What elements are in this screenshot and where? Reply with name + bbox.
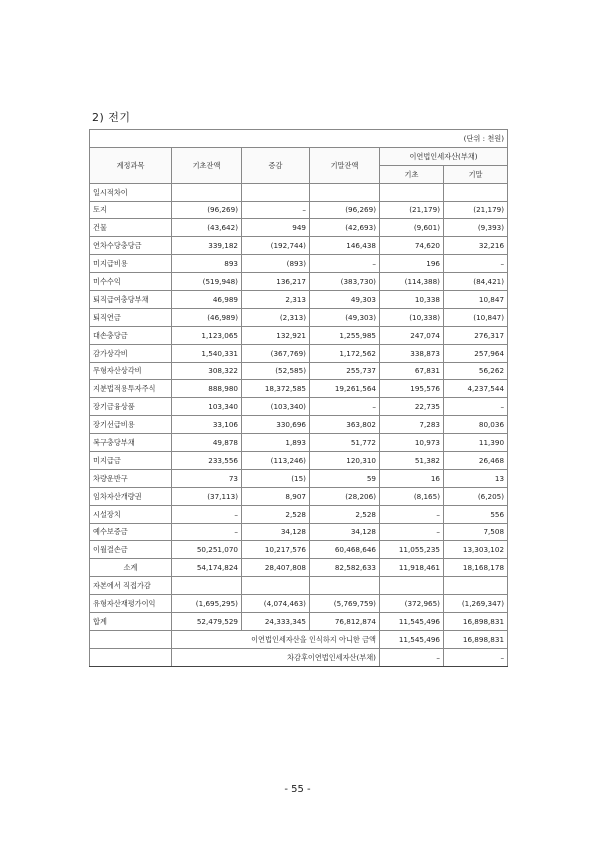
row-value: 195,576 (380, 380, 444, 398)
row-value: 10,973 (380, 434, 444, 452)
footer-value: – (380, 648, 444, 666)
section-title: 2) 전기 (92, 111, 131, 124)
row-value: 330,696 (242, 416, 310, 434)
row-value: 18,168,178 (444, 559, 508, 577)
row-value: 1,255,985 (310, 326, 380, 344)
row-value: 7,283 (380, 416, 444, 434)
row-value: 363,802 (310, 416, 380, 434)
row-value: 257,964 (444, 344, 508, 362)
table-row (90, 613, 508, 631)
row-label: 장기금융상품 (90, 398, 172, 416)
row-label: 일시적차이 (90, 183, 172, 201)
row-value: (383,730) (310, 273, 380, 291)
table-row (90, 469, 508, 487)
row-label: 퇴직급여충당부채 (90, 291, 172, 309)
row-value: 196 (380, 255, 444, 273)
row-value: 233,556 (172, 452, 242, 470)
unit-label: (단위 : 천원) (90, 130, 508, 148)
row-label: 감가상각비 (90, 344, 172, 362)
row-value: 28,407,808 (242, 559, 310, 577)
row-value: (21,179) (444, 201, 508, 219)
row-value: (1,269,347) (444, 595, 508, 613)
page-number: - 55 - (284, 784, 311, 795)
row-value: – (310, 255, 380, 273)
row-value (444, 183, 508, 201)
row-value: – (242, 201, 310, 219)
row-value: 339,182 (172, 237, 242, 255)
row-value: (367,769) (242, 344, 310, 362)
row-value: – (380, 505, 444, 523)
row-value: (37,113) (172, 487, 242, 505)
row-value: 10,338 (380, 291, 444, 309)
row-value: 24,333,345 (242, 613, 310, 631)
footer-value: 16,898,831 (444, 630, 508, 648)
table-row (90, 523, 508, 541)
row-value: 13 (444, 469, 508, 487)
row-label: 토지 (90, 201, 172, 219)
row-value (310, 577, 380, 595)
row-value: 67,831 (380, 362, 444, 380)
row-value: (46,989) (172, 308, 242, 326)
header-dta-opening: 기초 (380, 165, 444, 183)
row-label: 임차자산개량권 (90, 487, 172, 505)
row-value: 56,262 (444, 362, 508, 380)
table-row (90, 326, 508, 344)
row-value (380, 183, 444, 201)
row-value: (372,965) (380, 595, 444, 613)
row-label: 미수수익 (90, 273, 172, 291)
row-value: 26,468 (444, 452, 508, 470)
row-value: 8,907 (242, 487, 310, 505)
row-value: 556 (444, 505, 508, 523)
row-value: 18,372,585 (242, 380, 310, 398)
table-row (90, 380, 508, 398)
table-row (90, 577, 508, 595)
row-value: 82,582,633 (310, 559, 380, 577)
row-label: 합계 (90, 613, 172, 631)
footer-label: 차감후이연법인세자산(부채) (172, 648, 380, 666)
row-value: (893) (242, 255, 310, 273)
footer-row (90, 648, 508, 666)
header-dta-group: 이연법인세자산(부채) (380, 147, 508, 165)
row-value: 11,545,496 (380, 613, 444, 631)
table-row (90, 487, 508, 505)
row-value: 255,737 (310, 362, 380, 380)
row-label: 지분법적용투자주식 (90, 380, 172, 398)
row-value: (113,246) (242, 452, 310, 470)
row-label: 시설장치 (90, 505, 172, 523)
row-value: (15) (242, 469, 310, 487)
row-value: (10,338) (380, 308, 444, 326)
row-value: 74,620 (380, 237, 444, 255)
row-value: 132,921 (242, 326, 310, 344)
row-value: (8,165) (380, 487, 444, 505)
row-value: (1,695,295) (172, 595, 242, 613)
row-label: 장기선급비용 (90, 416, 172, 434)
row-label: 무형자산상각비 (90, 362, 172, 380)
row-value: 1,540,331 (172, 344, 242, 362)
row-value: 51,772 (310, 434, 380, 452)
row-label: 복구충당부채 (90, 434, 172, 452)
row-value: 34,128 (310, 523, 380, 541)
row-value: 80,036 (444, 416, 508, 434)
row-value: (52,585) (242, 362, 310, 380)
row-value: 59 (310, 469, 380, 487)
footer-blank-cell (90, 648, 172, 666)
row-value: (21,179) (380, 201, 444, 219)
row-value: 50,251,070 (172, 541, 242, 559)
row-value: 7,508 (444, 523, 508, 541)
row-value: 34,128 (242, 523, 310, 541)
table-row (90, 434, 508, 452)
row-value: 73 (172, 469, 242, 487)
table-row (90, 344, 508, 362)
row-value: 338,873 (380, 344, 444, 362)
row-value: 49,878 (172, 434, 242, 452)
row-value: 60,468,646 (310, 541, 380, 559)
table-row (90, 237, 508, 255)
footer-label: 이연법인세자산을 인식하지 아니한 금액 (172, 630, 380, 648)
unit-row (90, 130, 508, 148)
row-value: (4,074,463) (242, 595, 310, 613)
row-value: 11,055,235 (380, 541, 444, 559)
table-row (90, 452, 508, 470)
row-value: 247,074 (380, 326, 444, 344)
table-row (90, 291, 508, 309)
row-value: 19,261,564 (310, 380, 380, 398)
row-value: (84,421) (444, 273, 508, 291)
row-value: 136,217 (242, 273, 310, 291)
row-value: (43,642) (172, 219, 242, 237)
row-value: 1,123,065 (172, 326, 242, 344)
row-value (242, 183, 310, 201)
row-value (380, 577, 444, 595)
row-value: 4,237,544 (444, 380, 508, 398)
table-row (90, 362, 508, 380)
row-value: – (172, 505, 242, 523)
row-value: (192,744) (242, 237, 310, 255)
table-row (90, 416, 508, 434)
row-label: 미지급비용 (90, 255, 172, 273)
table-row (90, 273, 508, 291)
row-value: 46,989 (172, 291, 242, 309)
row-value: – (380, 523, 444, 541)
row-label: 소계 (90, 559, 172, 577)
header-account: 계정과목 (90, 147, 172, 183)
row-value: 11,918,461 (380, 559, 444, 577)
row-value: (2,313) (242, 308, 310, 326)
deferred-tax-table (89, 129, 508, 667)
row-value: (114,388) (380, 273, 444, 291)
row-value: 76,812,874 (310, 613, 380, 631)
table-row (90, 541, 508, 559)
row-value: (6,205) (444, 487, 508, 505)
row-value: 13,303,102 (444, 541, 508, 559)
row-label: 연차수당충당금 (90, 237, 172, 255)
row-value: 10,217,576 (242, 541, 310, 559)
header-row-1 (90, 147, 508, 165)
row-value: 1,893 (242, 434, 310, 452)
row-value: (9,393) (444, 219, 508, 237)
row-label: 차량운반구 (90, 469, 172, 487)
table-row (90, 183, 508, 201)
row-value: 146,438 (310, 237, 380, 255)
table-row (90, 219, 508, 237)
row-value: 51,382 (380, 452, 444, 470)
row-value (242, 577, 310, 595)
row-value: 308,322 (172, 362, 242, 380)
row-value: 120,310 (310, 452, 380, 470)
row-value: (10,847) (444, 308, 508, 326)
row-value: (28,206) (310, 487, 380, 505)
footer-value: 11,545,496 (380, 630, 444, 648)
row-value: (103,340) (242, 398, 310, 416)
row-value: 2,313 (242, 291, 310, 309)
table-row (90, 255, 508, 273)
footer-blank-cell (90, 630, 172, 648)
table-row (90, 559, 508, 577)
row-value: – (444, 255, 508, 273)
header-dta-closing: 기말 (444, 165, 508, 183)
row-value: 949 (242, 219, 310, 237)
row-label: 대손충당금 (90, 326, 172, 344)
row-value: (49,303) (310, 308, 380, 326)
row-label: 이월결손금 (90, 541, 172, 559)
row-value: 10,847 (444, 291, 508, 309)
row-label: 퇴직연금 (90, 308, 172, 326)
table-row (90, 398, 508, 416)
header-opening: 기초잔액 (172, 147, 242, 183)
row-value: 2,528 (310, 505, 380, 523)
row-value: 888,980 (172, 380, 242, 398)
row-label: 유형자산재평가이익 (90, 595, 172, 613)
row-value: – (172, 523, 242, 541)
row-value: 103,340 (172, 398, 242, 416)
row-value: 11,390 (444, 434, 508, 452)
row-value: – (310, 398, 380, 416)
footer-value: – (444, 648, 508, 666)
table-row (90, 595, 508, 613)
table-row (90, 201, 508, 219)
row-value: 54,174,824 (172, 559, 242, 577)
row-value: (42,693) (310, 219, 380, 237)
row-label: 자본에서 직접가감 (90, 577, 172, 595)
row-value: 16 (380, 469, 444, 487)
row-value: 276,317 (444, 326, 508, 344)
row-value: 49,303 (310, 291, 380, 309)
header-closing: 기말잔액 (310, 147, 380, 183)
header-change: 증감 (242, 147, 310, 183)
row-value (444, 577, 508, 595)
row-value: 893 (172, 255, 242, 273)
row-value (172, 183, 242, 201)
row-label: 예수보증금 (90, 523, 172, 541)
row-value: 1,172,562 (310, 344, 380, 362)
row-value: 32,216 (444, 237, 508, 255)
row-label: 미지급금 (90, 452, 172, 470)
row-value: 2,528 (242, 505, 310, 523)
row-value (310, 183, 380, 201)
footer-row (90, 630, 508, 648)
row-value: (5,769,759) (310, 595, 380, 613)
row-value: (519,948) (172, 273, 242, 291)
row-value: – (444, 398, 508, 416)
row-value: 16,898,831 (444, 613, 508, 631)
row-value: 52,479,529 (172, 613, 242, 631)
row-value (172, 577, 242, 595)
table-row (90, 308, 508, 326)
row-label: 건물 (90, 219, 172, 237)
row-value: 22,735 (380, 398, 444, 416)
row-value: 33,106 (172, 416, 242, 434)
table-row (90, 505, 508, 523)
row-value: (96,269) (172, 201, 242, 219)
row-value: (9,601) (380, 219, 444, 237)
row-value: (96,269) (310, 201, 380, 219)
